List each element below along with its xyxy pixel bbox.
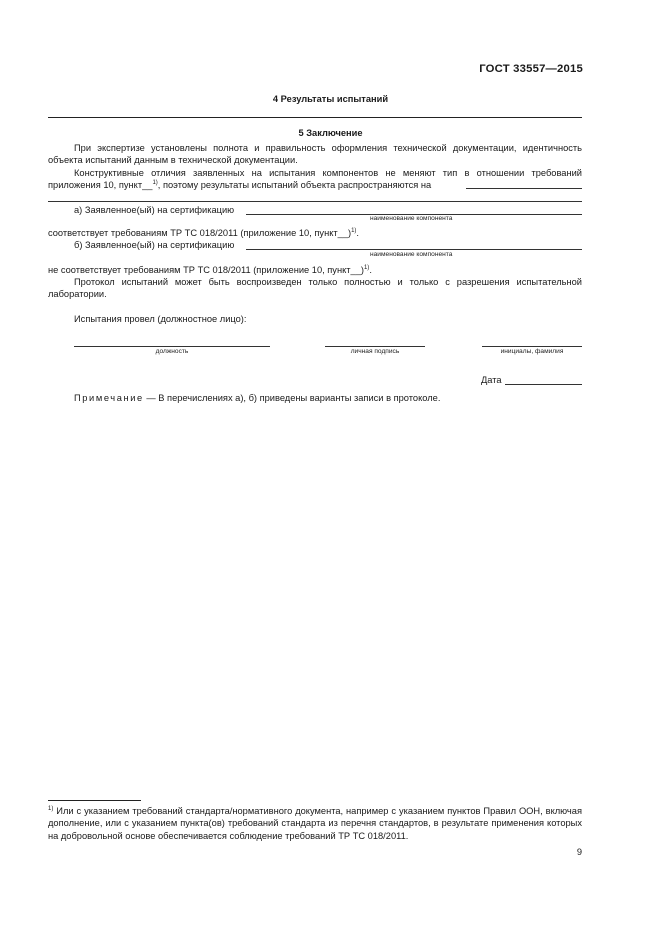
section-5-title: 5 Заключение (298, 128, 363, 138)
footnote (48, 805, 582, 842)
item-a-caption: наименование компонента (370, 215, 453, 222)
name-line (482, 346, 582, 347)
position-line (74, 346, 270, 347)
item-a-label: а) Заявленное(ый) на сертификацию (74, 205, 235, 215)
section-4-title: 4 Результаты испытаний (272, 94, 389, 104)
name-caption: инициалы, фамилия (500, 348, 564, 355)
section-4-rule (48, 117, 582, 118)
blank-line-extends (466, 188, 582, 189)
tested-by-label: Испытания провел (должностное лицо): (74, 314, 247, 324)
date-line (505, 384, 582, 385)
position-caption: должность (155, 348, 189, 355)
footnote-marker: 1) (48, 805, 54, 812)
item-b-result: не соответствует требованиям ТР ТС 018/2011 (приложение 10, пункт__)$^{1)}$. (48, 264, 372, 275)
paragraph-design-differences: Конструктивные отличия заявленных на испытания компонентов не меняют тип в отношении требований приложения 10, пункт__$^{1)}$, поэтому результаты испытаний объекта распространяются на (48, 168, 582, 191)
paragraph-expertise: При экспертизе установлены полнота и правильность оформления технической документации, идентичность объекта испытаний данным в технической документации. (48, 143, 582, 166)
item-b-component-line (246, 249, 582, 250)
footnote-separator (48, 800, 141, 801)
date-label: Дата (481, 375, 502, 385)
page-number: 9 (576, 847, 582, 857)
footnote-text: Или с указанием требований стандарта/нормативного документа, например с указанием пунктов Правил ООН, включая дополнение, или с указанием пункта(ов) требований стандарта из перечня стандартов, в результате применения которых на добровольной основе обеспечивается соблюдение требований ТР ТС 018/2011. (48, 806, 582, 841)
footnote-ref: 1) (152, 180, 158, 187)
signature-line (325, 346, 425, 347)
item-b-label: б) Заявленное(ый) на сертификацию (74, 240, 235, 250)
note (74, 392, 440, 404)
blank-line-full (48, 201, 582, 202)
paragraph-reproduction: Протокол испытаний может быть воспроизведен только полностью и только с разрешения испытательной лаборатории. (48, 277, 582, 300)
note-text: — В перечислениях а), б) приведены варианты записи в протоколе. (143, 393, 441, 403)
standard-code: ГОСТ 33557—2015 (479, 63, 583, 75)
signature-caption: личная подпись (350, 348, 400, 355)
note-label: Примечание (74, 393, 144, 403)
item-a-result: соответствует требованиям ТР ТС 018/2011 (приложение 10, пункт__)$^{1)}$. (48, 227, 360, 238)
item-b-caption: наименование компонента (370, 251, 453, 258)
